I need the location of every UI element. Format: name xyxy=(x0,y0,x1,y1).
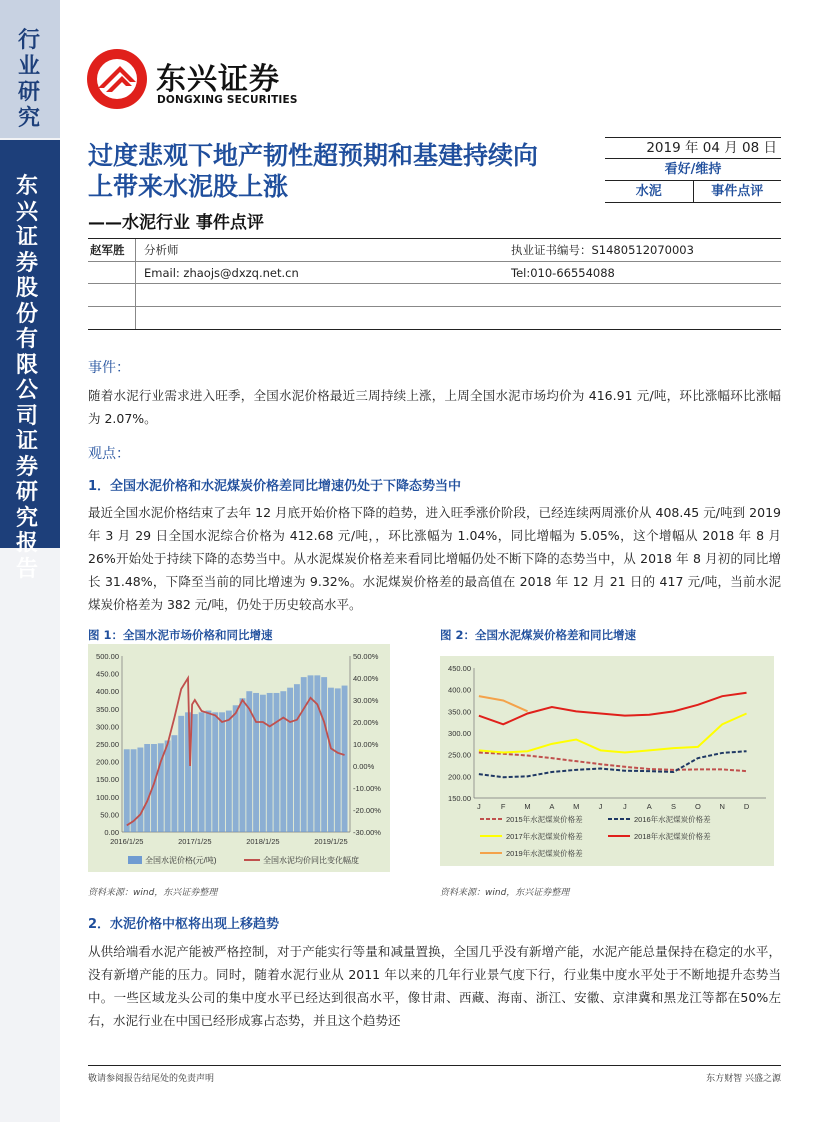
chart-1-y2-tick-label: -10.00% xyxy=(353,784,381,793)
chart-2-x-tick-label: J xyxy=(622,802,627,811)
analyst-empty-cell xyxy=(88,307,136,330)
report-date: 2019 年 04 月 08 日 xyxy=(605,137,781,159)
chart-1-bar xyxy=(301,677,307,832)
chart-2-y-tick-label: 200.00 xyxy=(448,772,471,782)
chart-1-bar xyxy=(165,740,171,832)
chart-1-bar xyxy=(274,693,280,832)
chart-2-x-tick-label: F xyxy=(500,802,506,811)
chart-1-y2-tick-label: 30.00% xyxy=(353,696,379,705)
analyst-name: 赵军胜 xyxy=(88,239,136,261)
analyst-empty-cell xyxy=(136,307,511,330)
footer-disclaimer: 敬请参阅报告结尾处的免责声明 xyxy=(88,1074,215,1084)
chart-1-x-tick-label: 2018/1/25 xyxy=(246,837,280,846)
chart-1-bar xyxy=(219,712,225,832)
chart-1-bar xyxy=(226,711,232,832)
chart-1-bar xyxy=(287,688,293,832)
chart-1-bar xyxy=(260,695,266,832)
analyst-empty-row xyxy=(88,307,781,330)
chart-1-bar xyxy=(328,688,334,832)
chart-1-y-tick-label: 450.00 xyxy=(96,669,119,679)
chart-1-x-tick-label: 2017/1/25 xyxy=(178,837,212,846)
report-tags xyxy=(605,181,781,203)
chart-2-x-tick-label: A xyxy=(646,802,652,811)
chart-2-y-tick-label: 150.00 xyxy=(448,794,471,803)
chart-1-bar xyxy=(192,714,198,832)
chart-1-y-tick-label: 250.00 xyxy=(96,740,119,749)
sector-tag: 水泥 xyxy=(605,181,694,202)
chart-2 xyxy=(440,656,774,866)
chart-1-y2-tick-label: 0.00% xyxy=(353,762,375,771)
analyst-cert: 执业证书编号：S1480512070003 xyxy=(511,243,694,257)
section-1-paragraph: 最近全国水泥价格结束了去年 12 月底开始价格下降的趋势，进入旺季涨价阶段，已经连续两周涨价从 408.45 元/吨到 2019 年 3 月 29 日全国水泥综合价格为 412.68 元/吨，，环比涨幅为 1.04%，同比增幅为 5.05%，这个增幅从 2018 年 8 月 26%开始处于持续下降的态势当中。从水泥煤炭价格差来看同比增幅仍处不断下降的态势当中，从 2018 年 8 月初的同比增长 31.48%，下降至当前的同比增速为 9.32%。水泥煤炭价格差的最高值在 2018 年 12 月 21 日的 417 元/吨，当前水泥煤炭价格差为 382 元/吨，仍处于历史较高水平。 xyxy=(88,505,781,612)
analyst-empty-cell xyxy=(88,262,136,284)
chart-1-bar xyxy=(335,688,341,832)
report-title: 过度悲观下地产韧性超预期和基建持续向上带来水泥股上涨 xyxy=(88,141,539,201)
chart-1-y-tick-label: 50.00 xyxy=(100,810,119,820)
analyst-table xyxy=(88,238,781,330)
event-paragraph: 随着水泥行业需求进入旺季，全国水泥价格最近三周持续上涨，上周全国水泥市场均价为 416.91 元/吨，环比涨幅环比涨幅为 2.07%。 xyxy=(88,388,781,426)
chart-1-legend-bar-label: 全国水泥价格(元/吨) xyxy=(145,856,217,865)
report-info-box xyxy=(605,137,781,203)
figure-2-source: 资料来源：wind，东兴证券整理 xyxy=(440,888,570,898)
chart-1-x-tick-label: 2019/1/25 xyxy=(314,837,348,846)
chart-1-y2-tick-label: -20.00% xyxy=(353,806,381,815)
chart-2-x-tick-label: O xyxy=(694,802,701,811)
section-1-heading: 1．全国水泥价格和水泥煤炭价格差同比增速仍处于下降态势当中 xyxy=(88,479,462,494)
figure-1-title: 图 1：全国水泥市场价格和同比增速 xyxy=(88,628,273,642)
chart-2-series-line xyxy=(479,696,528,711)
analyst-empty-row xyxy=(88,284,781,307)
chart-1-bar xyxy=(314,675,320,832)
chart-2-legend-label: 2017年水泥煤炭价格差 xyxy=(506,832,583,841)
sidebar-company: 东兴证券股份有限公司证券研究报告 xyxy=(16,174,39,582)
chart-1-bar xyxy=(144,744,150,832)
chart-2-y-tick-label: 400.00 xyxy=(448,685,471,695)
chart-1-y-tick-label: 0.00 xyxy=(104,828,119,837)
chart-1-bar xyxy=(280,691,286,832)
company-logo xyxy=(86,48,326,110)
chart-1-svg xyxy=(88,644,390,872)
chart-2-x-tick-label: J xyxy=(476,802,481,811)
analyst-empty-cell xyxy=(511,307,781,330)
chart-1-y2-tick-label: -30.00% xyxy=(353,828,381,837)
analyst-tel: Tel:010-66554088 xyxy=(511,265,615,280)
figure-2-title: 图 2：全国水泥煤炭价格差和同比增速 xyxy=(440,628,637,642)
footer-slogan: 东方财智 兴盛之源 xyxy=(706,1074,781,1084)
chart-2-x-tick-label: M xyxy=(573,802,580,811)
chart-2-legend-label: 2018年水泥煤炭价格差 xyxy=(634,832,711,841)
chart-2-y-tick-label: 250.00 xyxy=(448,750,471,760)
section-2-paragraph: 从供给端看水泥产能被严格控制，对于产能实行等量和减量置换，全国几乎没有新增产能，水泥产能总量保持在稳定的水平，没有新增产能的压力。同时，随着水泥行业从 2011 年以来的几年行业景气度下行，行业集中度水平处于不断地提升态势当中。一些区域龙头公司的集中度水平已经达到很高水平，像甘肃、西藏、海南、浙江、安徽、京津冀和黑龙江等都在50%左右，水泥行业在中国已经形成寡占态势，并且这个趋势还 xyxy=(88,944,781,1028)
chart-1-bar xyxy=(267,693,273,832)
chart-1-y-tick-label: 100.00 xyxy=(96,792,119,802)
chart-1-bar xyxy=(240,698,246,832)
chart-1-y-tick-label: 350.00 xyxy=(96,704,119,714)
chart-1-bar xyxy=(124,749,130,832)
sidebar xyxy=(0,0,60,1122)
chart-2-y-tick-label: 350.00 xyxy=(448,707,471,717)
report-rating: 看好/维持 xyxy=(605,159,781,181)
view-heading: 观点： xyxy=(88,446,130,462)
chart-2-y-tick-label: 450.00 xyxy=(448,664,471,673)
chart-2-series-line xyxy=(479,751,747,777)
analyst-role: 分析师 xyxy=(144,243,179,257)
chart-1-legend-bar-swatch xyxy=(128,856,142,864)
sidebar-company-block xyxy=(0,140,60,582)
event-heading: 事件： xyxy=(88,360,130,376)
chart-1-y-tick-label: 200.00 xyxy=(96,757,119,767)
section-2-heading: 2．水泥价格中枢将出现上移趋势 xyxy=(88,917,280,932)
analyst-row xyxy=(88,239,781,262)
chart-2-legend-label: 2016年水泥煤炭价格差 xyxy=(634,815,711,824)
chart-1-y-tick-label: 500.00 xyxy=(96,652,119,661)
chart-1-bar xyxy=(205,711,211,832)
chart-2-series-line xyxy=(479,753,747,772)
chart-1-bar xyxy=(253,693,259,832)
sidebar-category: 行业研究 xyxy=(18,28,41,131)
analyst-empty-cell xyxy=(511,284,781,306)
chart-1-bar xyxy=(137,748,143,832)
logo-emblem-icon xyxy=(86,48,148,110)
chart-1-x-tick-label: 2016/1/25 xyxy=(110,837,144,846)
chart-1-y2-tick-label: 10.00% xyxy=(353,740,379,749)
chart-1-bar xyxy=(294,684,300,832)
chart-1-bar xyxy=(199,712,205,832)
chart-1-y2-tick-label: 40.00% xyxy=(353,674,379,683)
chart-1-bar xyxy=(171,735,177,832)
logo-cn-text: 东兴证券 xyxy=(156,62,280,97)
analyst-email[interactable]: Email: zhaojs@dxzq.net.cn xyxy=(144,265,299,280)
chart-2-x-tick-label: M xyxy=(524,802,531,811)
chart-2-legend-label: 2015年水泥煤炭价格差 xyxy=(506,815,583,824)
chart-1-y-tick-label: 400.00 xyxy=(96,687,119,697)
chart-2-legend-label: 2019年水泥煤炭价格差 xyxy=(506,849,583,858)
sidebar-category-block xyxy=(0,0,60,138)
footer-divider xyxy=(88,1065,781,1066)
chart-2-y-tick-label: 300.00 xyxy=(448,729,471,738)
chart-1-y-tick-label: 150.00 xyxy=(96,775,119,785)
analyst-empty-cell xyxy=(136,284,511,306)
chart-1-bar xyxy=(212,712,218,832)
chart-1-y2-tick-label: 50.00% xyxy=(353,652,379,661)
chart-1-bar xyxy=(321,677,327,832)
chart-1-legend-line-label: 全国水泥均价同比变化幅度 xyxy=(263,856,359,865)
analyst-empty-cell xyxy=(88,284,136,306)
chart-2-svg xyxy=(440,656,774,866)
chart-2-series-line xyxy=(479,714,747,753)
chart-2-x-tick-label: S xyxy=(671,802,677,811)
chart-1-bar xyxy=(233,705,239,832)
chart-1-y-tick-label: 300.00 xyxy=(96,722,119,732)
chart-2-x-tick-label: A xyxy=(549,802,555,811)
analyst-contact-row xyxy=(88,262,781,285)
report-subtitle: ——水泥行业 事件点评 xyxy=(88,213,264,233)
report-type-tag: 事件点评 xyxy=(711,184,764,199)
logo-en-text: DONGXING SECURITIES xyxy=(157,94,298,106)
chart-1-y2-tick-label: 20.00% xyxy=(353,718,379,727)
chart-2-x-tick-label: N xyxy=(719,802,725,811)
chart-2-x-tick-label: J xyxy=(598,802,603,811)
chart-1-bar xyxy=(342,686,348,832)
chart-2-x-tick-label: D xyxy=(743,802,750,811)
chart-1-bar xyxy=(178,716,184,832)
figure-1-source: 资料来源：wind，东兴证券整理 xyxy=(88,888,218,898)
chart-1 xyxy=(88,644,390,872)
